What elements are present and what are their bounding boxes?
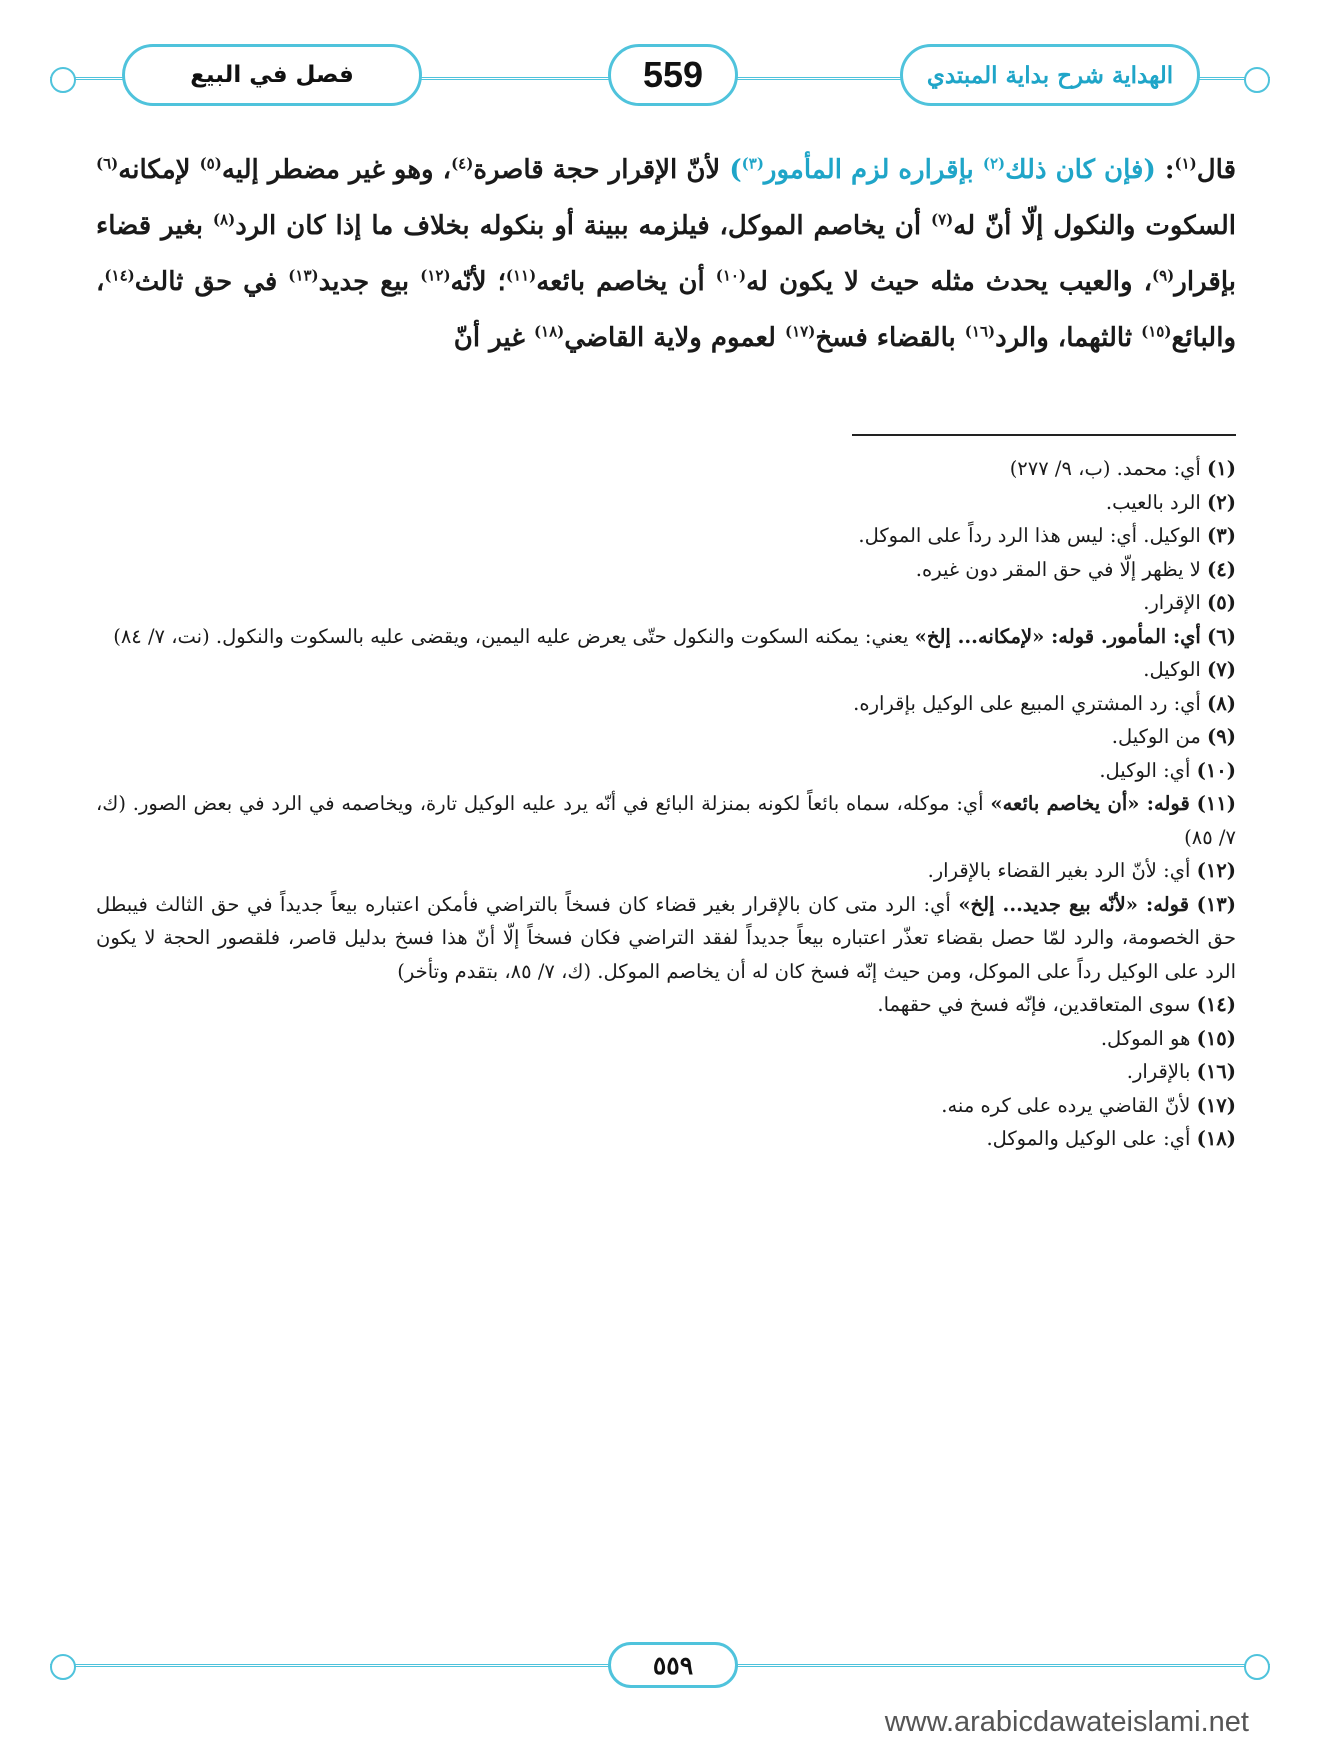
footnote: (٦) أي: المأمور. قوله: «لإمكانه... إلخ» يعني: يمكنه السكوت والنكول حتّى يعرض عليه اليمين، ويقضى عليه بالسكوت والنكول. (نت، ٧/ ٨٤) xyxy=(113,624,1236,648)
footnote: (١٠) أي: الوكيل. xyxy=(1099,758,1236,782)
matn-quote: (فإن كان ذلك$^{(٢)}$ بإقراره لزم المأمور$^{(٣)}$) xyxy=(729,154,1156,185)
book-title-frame xyxy=(900,44,1200,106)
footnote: (٢) الرد بالعيب. xyxy=(1105,490,1236,514)
page-number-bottom: ٥٥٩ xyxy=(652,1650,694,1680)
page-number-frame xyxy=(608,44,738,106)
footnote: (١) أي: محمد. (ب، ٩/ ٢٧٧) xyxy=(1009,457,1236,480)
footnotes xyxy=(96,452,1236,1156)
footnote: (١٣) قوله: «لأنّه بيع جديد... إلخ» أي: الرد متى كان بالإقرار بغير قضاء كان فسخاً بالتراضي فأمكن اعتباره بيعاً جديداً في حق الثالث فيبطل حق الخصومة، والرد لمّا حصل بقضاء تعذّر اعتباره بيعاً جديداً لفقد التراضي فكان فسخاً إلّا أنّ هذا فسخ بدليل قاصر، فلقصور الحجة لا يكون الرد على الوكيل رداً على الموكل، ومن حيث إنّه فسخ كان له أن يخاصم الموكل. (ك، ٧/ ٨٥، بتقدم وتأخر) xyxy=(96,892,1236,983)
page-number-top: 559 xyxy=(642,54,704,95)
footnote: (١٢) أي: لأنّ الرد بغير القضاء بالإقرار. xyxy=(927,859,1236,882)
book-title: الهداية شرح بداية المبتدي xyxy=(926,61,1174,89)
page-header xyxy=(50,44,1270,114)
footnote: (٩) من الوكيل. xyxy=(1111,725,1236,748)
footnote: (٨) أي: رد المشتري المبيع على الوكيل بإقراره. xyxy=(853,691,1236,715)
ornament-right-icon xyxy=(1244,67,1270,93)
ornament-left-icon xyxy=(50,67,76,93)
footnote-divider xyxy=(852,434,1236,436)
ornament-left-icon xyxy=(50,1654,76,1680)
watermark-url: www.arabicdawateislami.net xyxy=(884,1706,1249,1738)
main-text xyxy=(96,142,1236,366)
footnote: (١٥) هو الموكل. xyxy=(1100,1026,1236,1050)
footnote: (٣) الوكيل. أي: ليس هذا الرد رداً على الموكل. xyxy=(858,524,1236,547)
footnote: (١٨) أي: على الوكيل والموكل. xyxy=(986,1127,1236,1150)
footnote: (٧) الوكيل. xyxy=(1143,658,1236,681)
footnote: (١٧) لأنّ القاضي يرده على كره منه. xyxy=(941,1093,1236,1117)
footnote: (٤) لا يظهر إلّا في حق المقر دون غيره. xyxy=(915,557,1236,581)
page-footer xyxy=(50,1642,1270,1692)
footnote: (١٦) بالإقرار. xyxy=(1126,1060,1236,1083)
footnote: (١٤) سوى المتعاقدين، فإنّه فسخ في حقهما. xyxy=(877,993,1236,1016)
footnote: (٥) الإقرار. xyxy=(1143,591,1236,614)
ornament-right-icon xyxy=(1244,1654,1270,1680)
main-paragraph: قال$^{(١)}$: (فإن كان ذلك$^{(٢)}$ بإقراره لزم المأمور$^{(٣)}$) لأنّ الإقرار حجة قاصرة$^{(٤)}$، وهو غير مضطر إليه$^{(٥)}$ لإمكانه$^{(٦)}$ السكوت والنكول إلّا أنّ له$^{(٧)}$ أن يخاصم الموكل، فيلزمه ببينة أو بنكوله بخلاف ما إذا كان الرد$^{(٨)}$ بغير قضاء بإقرار$^{(٩)}$، والعيب يحدث مثله حيث لا يكون له$^{(١٠)}$ أن يخاصم بائعه$^{(١١)}$؛ لأنّه$^{(١٢)}$ بيع جديد$^{(١٣)}$ في حق ثالث$^{(١٤)}$، والبائع$^{(١٥)}$ ثالثهما، والرد$^{(١٦)}$ بالقضاء فسخ$^{(١٧)}$ لعموم ولاية القاضي$^{(١٨)}$ غير أنّ xyxy=(96,154,1236,353)
section-title: فصل في البيع xyxy=(190,62,354,88)
footnote: (١١) قوله: «أن يخاصم بائعه» أي: موكله، سماه بائعاً لكونه بمنزلة البائع في أنّه يرد عليه الوكيل تارة، ويخاصمه في الرد في بعض الصور. (ك، ٧/ ٨٥) xyxy=(96,792,1237,849)
section-title-frame xyxy=(122,44,422,106)
page-number-bottom-frame xyxy=(608,1642,738,1688)
